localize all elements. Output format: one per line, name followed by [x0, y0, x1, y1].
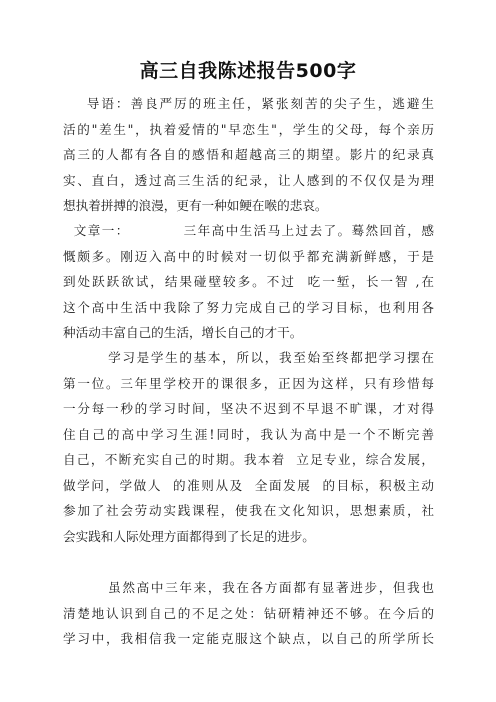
text-line: 到处跃跃欲试，结果碰壁较多。不过 吃一堑，长一智 ,在	[63, 274, 434, 289]
text-line: 自己，不断充实自己的时期。我本着 立足专业，综合发展，	[63, 452, 434, 467]
text-line: 清楚地认识到自己的不足之处：钻研精神还不够。在今后的	[63, 605, 434, 621]
text-line: 这个高中生活中我除了努力完成自己的学习目标，也利用各	[63, 299, 434, 315]
article-one-paragraph	[63, 218, 434, 346]
text-line: 住自己的高中学习生涯!同时，我认为高中是一个不断完善	[63, 426, 434, 442]
text-line: 活的"差生"，执着爱情的"早恋生"，学生的父母，每个亲历	[63, 121, 434, 137]
text-line: 实、直白，透过高三生活的纪录，让人感到的不仅仅是为理	[63, 172, 434, 188]
text-line: 学习是学生的基本，所以，我至始至终都把学习摆在	[63, 350, 434, 365]
study-paragraph	[63, 345, 434, 549]
text-line: 第一位。三年里学校开的课很多，正因为这样，只有珍惜每	[63, 375, 434, 391]
text-line: 虽然高中三年来，我在各方面都有显著进步，但我也	[63, 580, 434, 595]
text-line: 做学问，学做人 的准则从及 全面发展 的目标，积极主动	[63, 477, 434, 493]
text-line: 想执着拼搏的浪漫，更有一种如鲠在喉的悲哀。	[63, 198, 328, 213]
text-line: 导语：善良严厉的班主任，紧张刻苦的尖子生，逃避生	[63, 96, 434, 111]
text-line: 会实践和人际处理方面都得到了长足的进步。	[63, 528, 315, 544]
text-line: 高三的人都有各自的感悟和超越高三的期望。影片的纪录真	[63, 147, 434, 162]
text-line: 种活动丰富自己的生活，增长自己的才干。	[63, 325, 303, 340]
text-line: 一分每一秒的学习时间，坚决不迟到不早退不旷课，才对得	[63, 401, 434, 416]
text-line: 慨颇多。刚迈入高中的时候对一切似乎都充满新鲜感，于是	[63, 248, 434, 264]
text-line: 学习中，我相信我一定能克服这个缺点，以自己的所学所长	[63, 631, 434, 646]
text-line: 文章一： 三年高中生活马上过去了。蓦然回首，感	[63, 223, 434, 238]
intro-paragraph	[63, 91, 434, 219]
text-line: 参加了社会劳动实践课程，使我在文化知识，思想素质，社	[63, 503, 434, 518]
reflection-paragraph	[63, 575, 434, 652]
document-title: 高三自我陈述报告500字	[139, 60, 357, 82]
